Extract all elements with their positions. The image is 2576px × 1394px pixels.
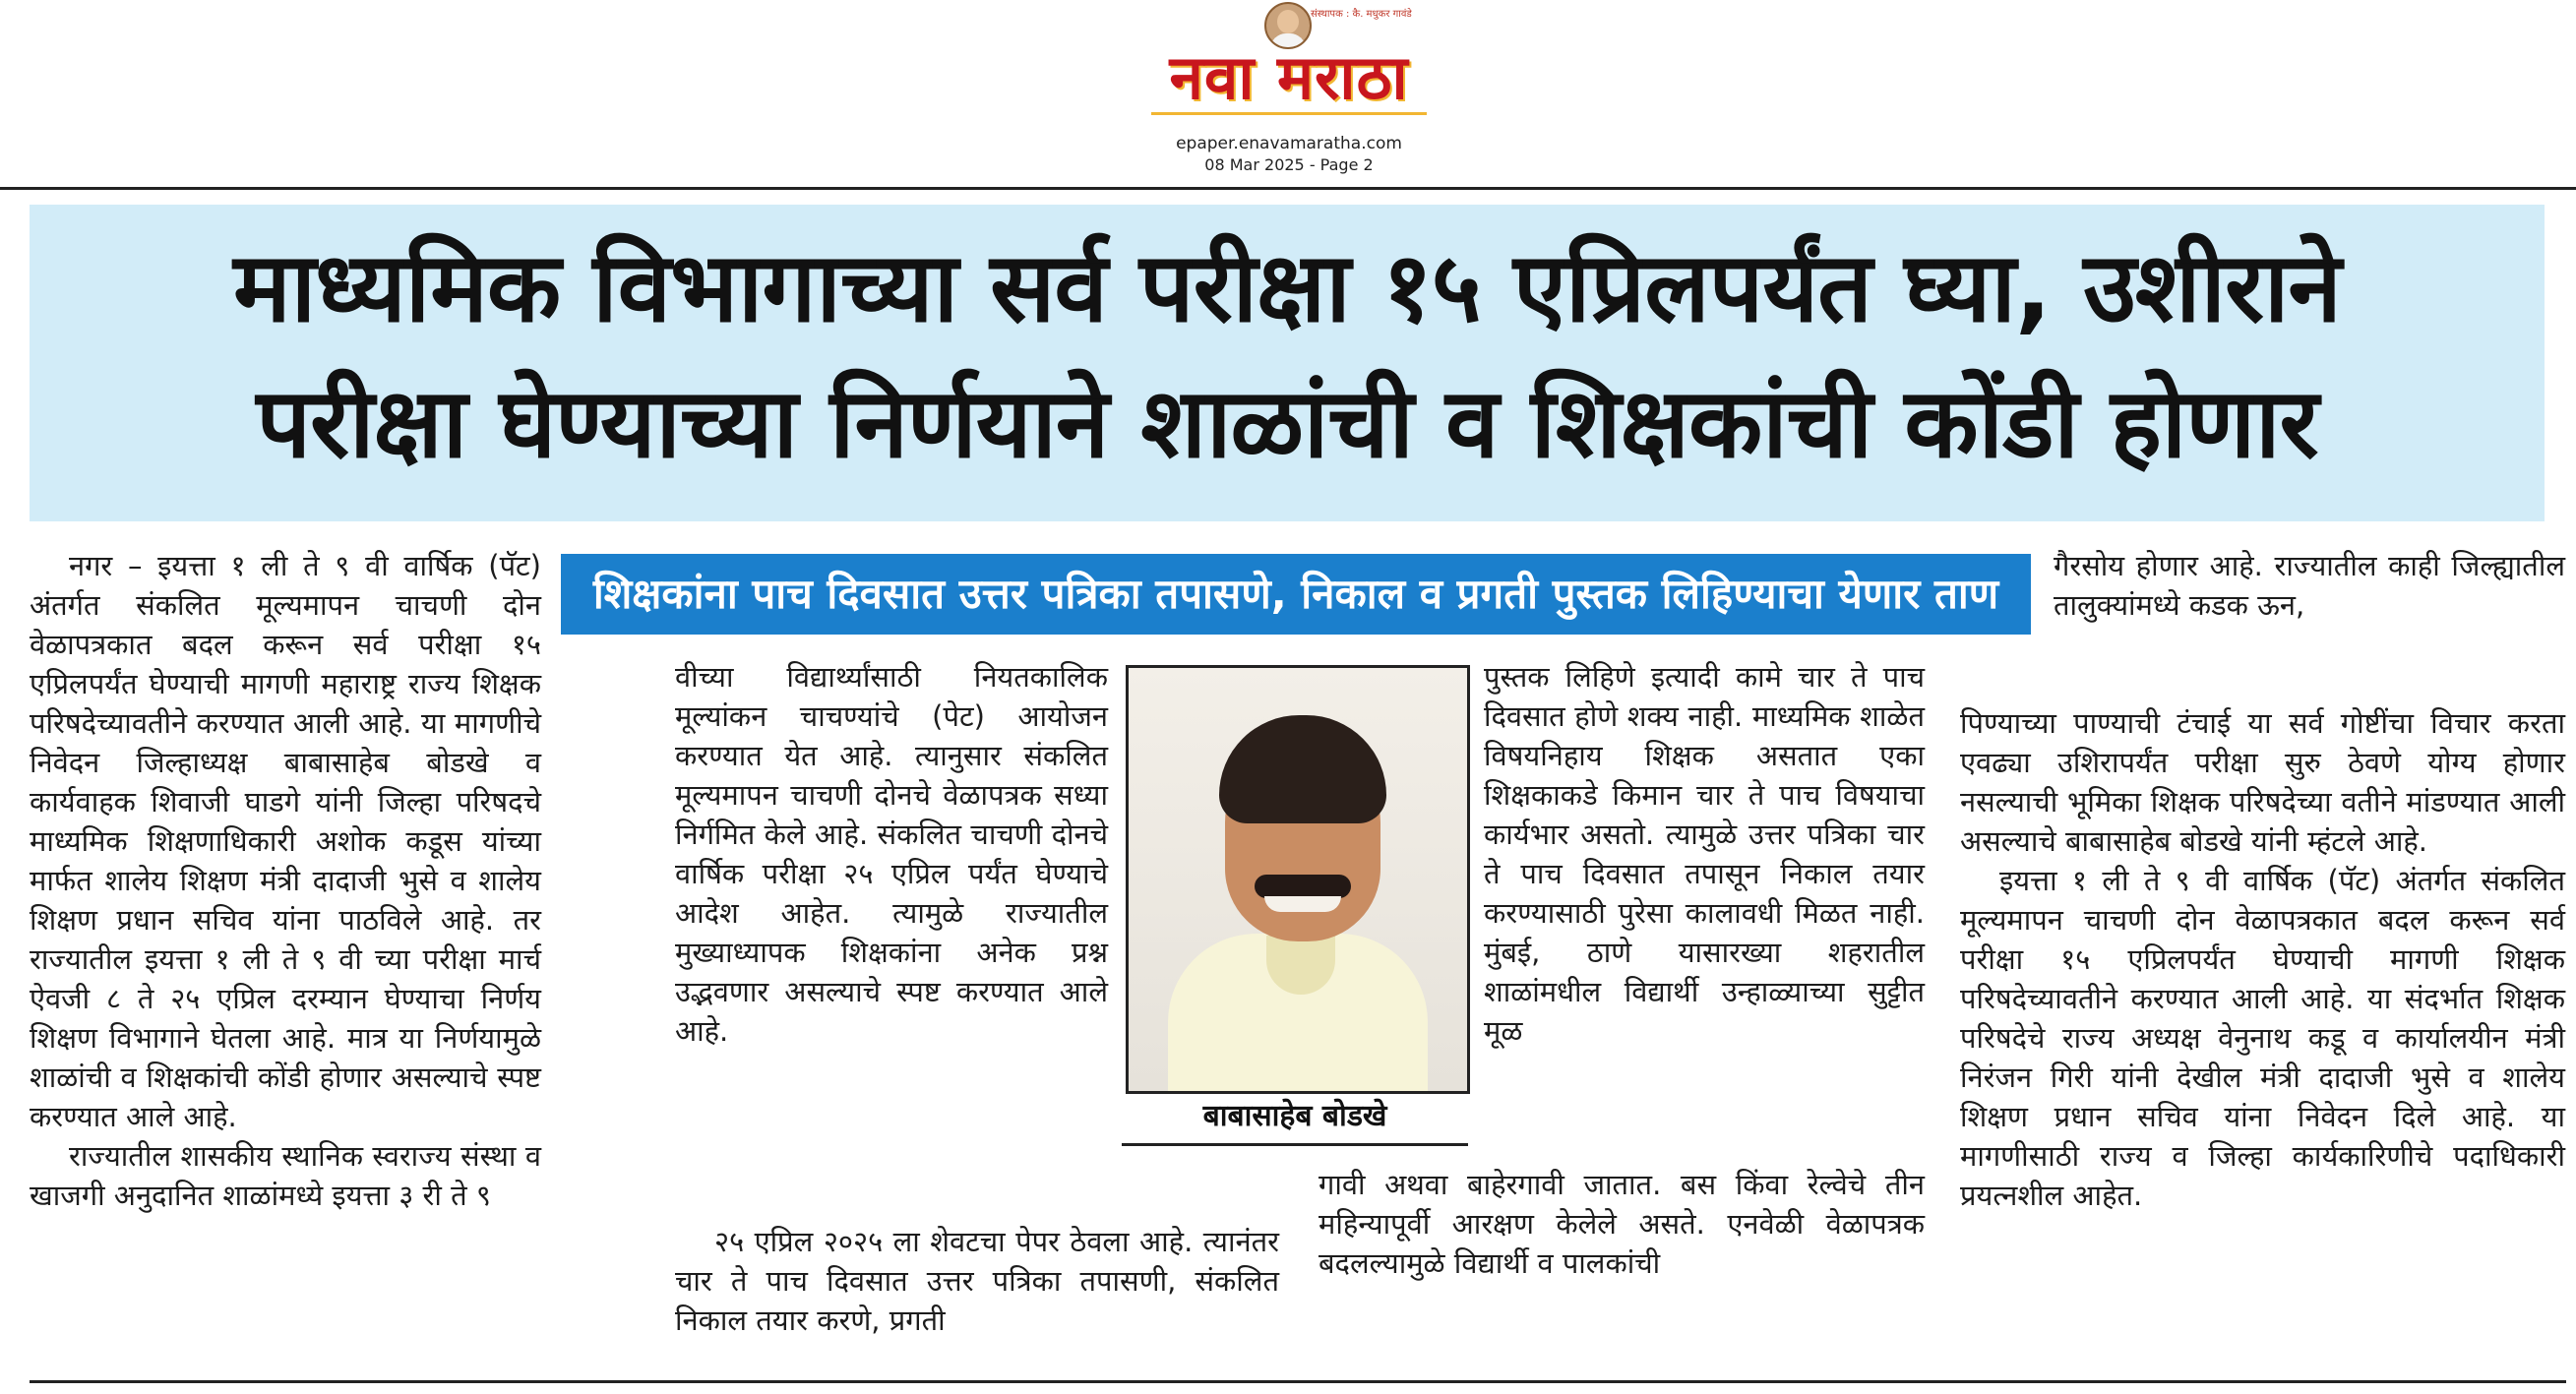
logo-tagline: संस्थापक : कै. मधुकर गावंडे [1311,9,1412,20]
headline-box [30,205,2545,521]
headline-line-2: परीक्षा घेण्याच्या निर्णयाने शाळांची व शिक्षकांची कोंडी होणार [256,368,2318,480]
masthead [0,0,2576,187]
epaper-url[interactable]: epaper.enavamaratha.com [1176,134,1402,153]
article-paragraph: २५ एप्रिल २०२५ ला शेवटचा पेपर ठेवला आहे. त्यानंतर चार ते पाच दिवसात उत्तर पत्रिका तपासणी, संकलित निकाल तयार करणे, प्रगती [675,1225,1279,1337]
article-paragraph: इयत्ता १ ली ते ९ वी वार्षिक (पॅट) अंतर्गत संकलित मूल्यमापन चाचणी दोन वेळापत्रकात बदल करून सर्व परीक्षा १५ एप्रिलपर्यंत घेण्याची मागणी शिक्षक परिषदेच्यावतीने करण्यात आली आहे. या संदर्भात शिक्षक परिषदेचे राज्य अध्यक्ष वेनुनाथ कडू व कार्यालयीन मंत्री निरंजन गिरी यांनी देखील मंत्री दादाजी भुसे व शालेय शिक्षण प्रधान सचिव यांना निवेदन दिले आहे. या मागणीसाठी राज्य व जिल्हा कार्यकारिणीचे पदाधिकारी प्रयत्नशील आहेत. [1960,864,2565,1212]
article-paragraph: नगर – इयत्ता १ ली ते ९ वी वार्षिक (पॅट) अंतर्गत संकलित मूल्यमापन चाचणी दोन वेळापत्रकात बदल करून सर्व परीक्षा १५ एप्रिलपर्यंत घेण्याची मागणी महाराष्ट्र राज्य शिक्षक परिषदेच्यावतीने करण्यात आली आहे. या मागणीचे निवेदन जिल्हाध्यक्ष बाबासाहेब बोडखे व कार्यवाहक शिवाजी घाडगे यांनी जिल्हा परिषदचे माध्यमिक शिक्षणाधिकारी अशोक कडूस यांच्या मार्फत शालेय शिक्षण मंत्री दादाजी भुसे व शालेय शिक्षण प्रधान सचिव यांना पाठविले आहे. तर राज्यातील इयत्ता १ ली ते ९ वी च्या परीक्षा मार्च ऐवजी ८ ते २५ एप्रिल दरम्यान घेण्याचा निर्णय शिक्षण विभागाने घेतला आहे. मात्र या निर्णयामुळे शाळांची व शिक्षकांची कोंडी होणार असल्याचे स्पष्ट करण्यात आले आहे. [30,549,541,1133]
newspaper-logo[interactable] [1141,0,1437,182]
article-column-1 [30,546,541,1215]
article-column-4-lower [1960,703,2565,1215]
subheadline-banner: शिक्षकांना पाच दिवसात उत्तर पत्रिका तपासणे, निकाल व प्रगती पुस्तक लिहिण्याचा येणार ताण [561,554,2031,635]
article-paragraph: राज्यातील शासकीय स्थानिक स्वराज्य संस्था व खाजगी अनुदानित शाळांमध्ये इयत्ता ३ री ते ९ [30,1139,541,1212]
page-bottom-divider [30,1380,2566,1383]
article-paragraph: गैरसोय होणार आहे. राज्यातील काही जिल्ह्यातील तालुक्यांमध्ये कडक ऊन, [2054,549,2565,622]
brand-name: नवा मराठा [1169,41,1409,113]
photo-caption: बाबासाहेब बोडखे [1122,1094,1468,1146]
article-paragraph: गावी अथवा बाहेरगावी जातात. बस किंवा रेल्वेचे तीन महिन्यापूर्वी आरक्षण केलेले असते. एनवेळी वेळापत्रक बदलल्यामुळे विद्यार्थी व पालकांची [1319,1168,1925,1280]
edition-date-page: 08 Mar 2025 - Page 2 [1204,155,1374,174]
logo-underline [1151,112,1427,129]
article-paragraph: पुस्तक लिहिणे इत्यादी कामे चार ते पाच दिवसात होणे शक्य नाही. माध्यमिक शाळेत विषयनिहाय शिक्षक असतात एका शिक्षकाकडे किमान चार ते पाच विषयाचा कार्यभार असतो. त्यामुळे उत्तर पत्रिका चार ते पाच दिवसात तपासून निकाल तयार करण्यासाठी पुरेसा कालावधी मिळत नाही. मुंबई, ठाणे यासारख्या शहरातील शाळांमधील विद्यार्थी उन्हाळ्याच्या सुट्टीत मूळ [1484,660,1925,1048]
article-column-3-lower [1319,1165,1925,1283]
article-column-2 [675,657,1108,1051]
article-column-3 [1484,657,1925,1051]
article-paragraph: पिण्याच्या पाण्याची टंचाई या सर्व गोष्टींचा विचार करता एवढ्या उशिरापर्यंत परीक्षा सुरु ठेवणे योग्य होणार नसल्याची भूमिका शिक्षक परिषदेच्या वतीने मांडण्यात आली असल्याचे बाबासाहेब बोडखे यांनी म्हंटले आहे. [1960,706,2565,858]
article-column-4 [2054,546,2565,625]
masthead-divider [0,187,2576,190]
headline-line-1: माध्यमिक विभागाच्या सर्व परीक्षा १५ एप्रिलपर्यंत घ्या, उशीराने [233,232,2341,344]
article-paragraph: वीच्या विद्यार्थ्यांसाठी नियतकालिक मूल्यांकन चाचण्यांचे (पेट) आयोजन करण्यात येत आहे. त्यानुसार संकलित मूल्यमापन चाचणी दोनचे वेळापत्रक सध्या निर्गमित केले आहे. संकलित चाचणी दोनचे वार्षिक परीक्षा २५ एप्रिल पर्यंत घेण्याचे आदेश आहेत. त्यामुळे राज्यातील मुख्याध्यापक शिक्षकांना अनेक प्रश्न उद्भवणार असल्याचे स्पष्ट करण्यात आले आहे. [675,660,1108,1048]
article-column-2-lower [675,1222,1279,1340]
person-photo [1126,665,1470,1094]
